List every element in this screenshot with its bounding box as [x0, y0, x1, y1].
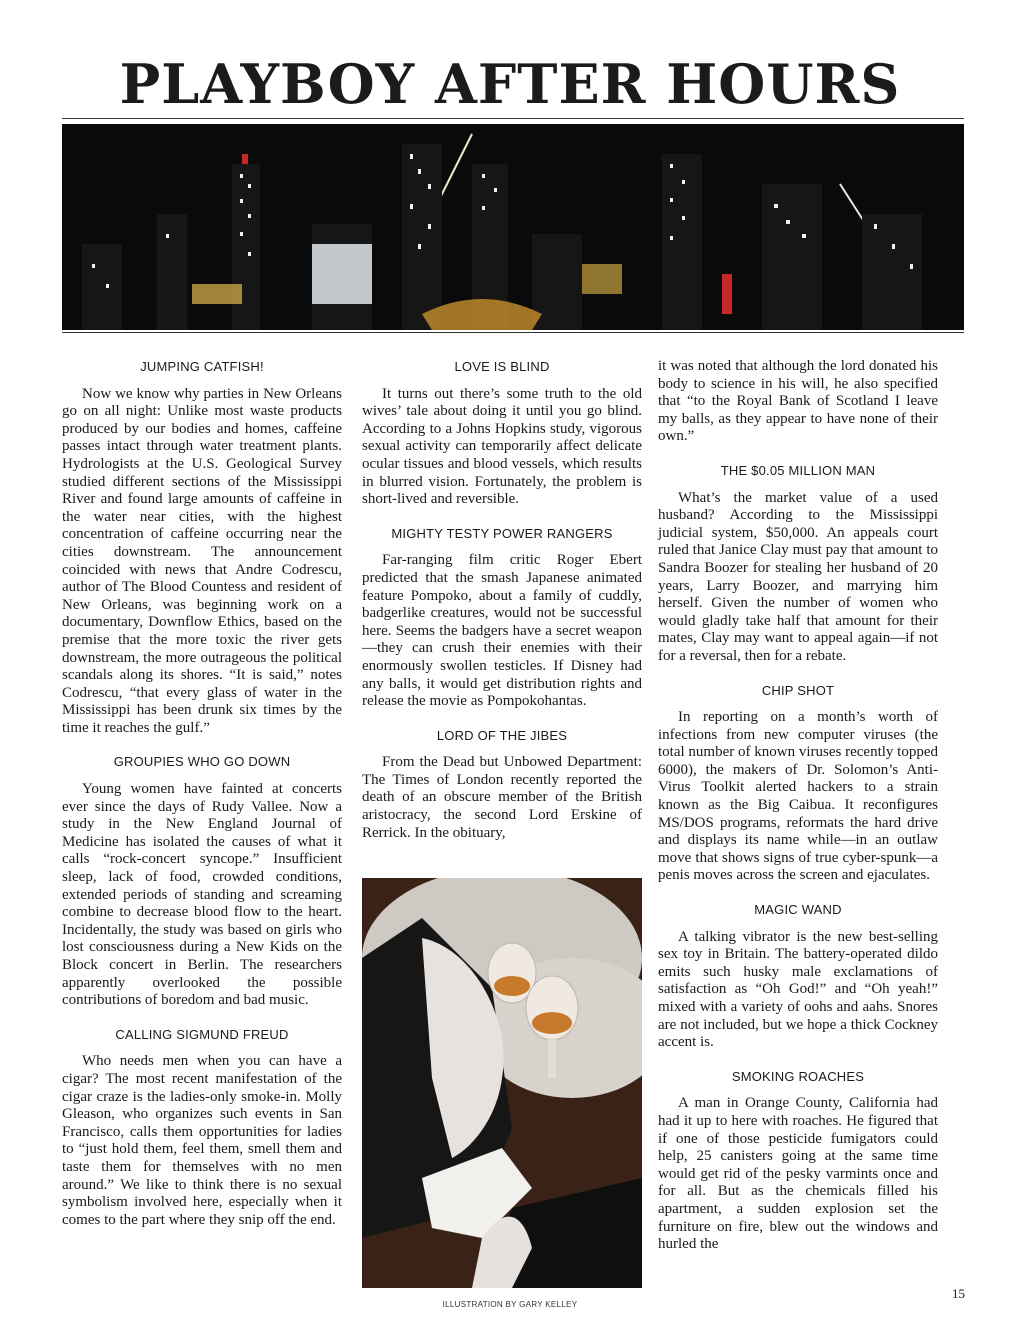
- headline: CALLING SIGMUND FREUD: [115, 1026, 289, 1042]
- body-text: Who needs men when you can have a cigar? The most recent manifestation of the cigar craze is the ladies-only smoke-in. Molly Gleason, who organizes such events in San Francisco, calls them opportunities for ladies to “just hold them, feel them, smell them and taste them for themselves with no men around.” We like to think there is no sexual symbolism involved here, especially when it comes to the part where they snip off the end.: [62, 1053, 342, 1228]
- article-jumping-catfish: [62, 358, 342, 737]
- article-love-is-blind: [362, 358, 642, 509]
- illustration-credit: ILLUSTRATION BY GARY KELLEY: [442, 1300, 578, 1309]
- column-1: [62, 358, 342, 1245]
- page-number: 15: [952, 1286, 965, 1301]
- body-text: Now we know why parties in New Orleans go on all night: Unlike most waste products produced by our bodies and homes, caffeine passes intact through water treatment plants. Hydrologists at the U.S. Geological Survey studied different sections of the Mississippi River and found large amounts of caffeine in the water near cities, with the highest concentration of caffeine occurring near the cities downstream. The announcement coincided with news that Andre Codrescu, author of The Blood Countess and resident of New Orleans, was beginning work on a documentary, Downflow Ethics, based on the premise that the more toxic the river gets downstream, the more outrageous the political scandals along its shores. “It is said,” notes Codrescu, “that every glass of water in the Mississippi has been drunk six times by the time it reaches the gulf.”: [62, 385, 342, 736]
- body-text: A man in Orange County, California had had it up to here with roaches. He figured that if one of those pesticide fumigators could help, 25 canisters going at the same time would get rid of the pesky varmints once and for all. But as the chemicals filled his apartment, a sudden explosion set the furniture on fire, blew out the windows and hurled the: [658, 1095, 938, 1253]
- body-text: it was noted that although the lord donated his body to science in his will, he also specified that “to the Royal Bank of Scotland I leave my balls, as they appear to have none of their own.”: [658, 358, 938, 445]
- headline: MAGIC WAND: [754, 902, 842, 918]
- article-magic-wand: [658, 901, 938, 1052]
- body-text: Far-ranging film critic Roger Ebert predicted that the smash Japanese animated feature Pompoko, about a family of cuddly, badgerlike creatures, would not be successful here. Seems the badgers have a secret weapon—they can crush their enemies with their enormously swollen testicles. If Disney had any balls, it would get distribution rights and release the movie as Pompokohantas.: [362, 552, 642, 710]
- article-chip-shot: [658, 682, 938, 886]
- column-3: [658, 358, 938, 1270]
- body-text: Young women have fainted at concerts ever since the days of Rudy Vallee. Now a study in the New England Journal of Medicine has isolated the causes of what it calls “rock-concert syncope.” Insufficient sleep, lack of food, crowded conditions, extended periods of standing and screaming combine to decrease blood flow to the heart. Incidentally, the study was based on girls who lost consciousness during a New Kids on the Block concert in Berlin. The researchers apparently overlooked the possible contributions of boredom and bad music.: [62, 781, 342, 1009]
- butler-with-tray-illustration: [362, 878, 642, 1288]
- article-power-rangers: [362, 525, 642, 711]
- body-text: From the Dead but Unbowed Department: The Times of London recently reported the death of an obscure member of the British aristocracy, the second Lord Erskine of Rerrick. In the obituary,: [362, 754, 642, 841]
- body-text: In reporting on a month’s worth of infections from new computer viruses (the total number of known viruses recently topped 6000), the makers of Dr. Solomon’s Anti-Virus Toolkit alerted hackers to a strain known as the Big Caibua. It reconfigures MS/DOS programs, reformats the hard drive and displays its name while—in an outlaw move that shows signs of true cyber-spunk—a penis moves across the screen and ejaculates.: [658, 709, 938, 884]
- headline: LORD OF THE JIBES: [436, 727, 568, 743]
- column-2: [362, 358, 642, 858]
- headline: LOVE IS BLIND: [454, 359, 550, 374]
- skyline-bottom-rule: [62, 332, 964, 333]
- article-groupies: [62, 753, 342, 1009]
- body-text: What’s the market value of a used husband? According to the Mississippi judicial system, $50,000. An appeals court ruled that Janice Clay must pay that amount to Sandra Boozer for stealing her husband of 20 years, Larry Boozer, and marrying him herself. Given the number of women who would gladly take half that amount for their mates, Clay may want to appeal again—if not for a reversal, then for a rebate.: [658, 489, 938, 664]
- article-million-man: [658, 462, 938, 666]
- headline: GROUPIES WHO GO DOWN: [113, 754, 291, 770]
- headline: JUMPING CATFISH!: [140, 359, 264, 374]
- article-lord-of-the-jibes: [362, 727, 642, 843]
- headline: CHIP SHOT: [761, 682, 835, 698]
- article-sigmund-freud: [62, 1026, 342, 1230]
- article-smoking-roaches: [658, 1068, 938, 1254]
- continued-text: [658, 358, 938, 446]
- headline: MIGHTY TESTY POWER RANGERS: [391, 525, 613, 541]
- headline: THE $0.05 MILLION MAN: [720, 462, 876, 478]
- city-skyline-illustration: [62, 124, 964, 330]
- masthead-title: PLAYBOY AFTER HOURS: [119, 52, 901, 116]
- top-rule: [62, 118, 964, 119]
- headline: SMOKING ROACHES: [731, 1068, 865, 1084]
- body-text: A talking vibrator is the new best-selling sex toy in Britain. The battery-operated dildo emits such husky male exclamations of satisfaction as “Oh God!” and “Oh yeah!” mixed with a variety of oohs and aahs. Snores are not included, but we hope a thick Cockney accent is.: [658, 928, 938, 1051]
- body-text: It turns out there’s some truth to the old wives’ tale about doing it until you go blind. According to a Johns Hopkins study, vigorous sexual activity can temporarily affect delicate ocular tissues and blood vessels, which results in blurred vision. Fortunately, the problem is short-lived and reversible.: [362, 385, 642, 508]
